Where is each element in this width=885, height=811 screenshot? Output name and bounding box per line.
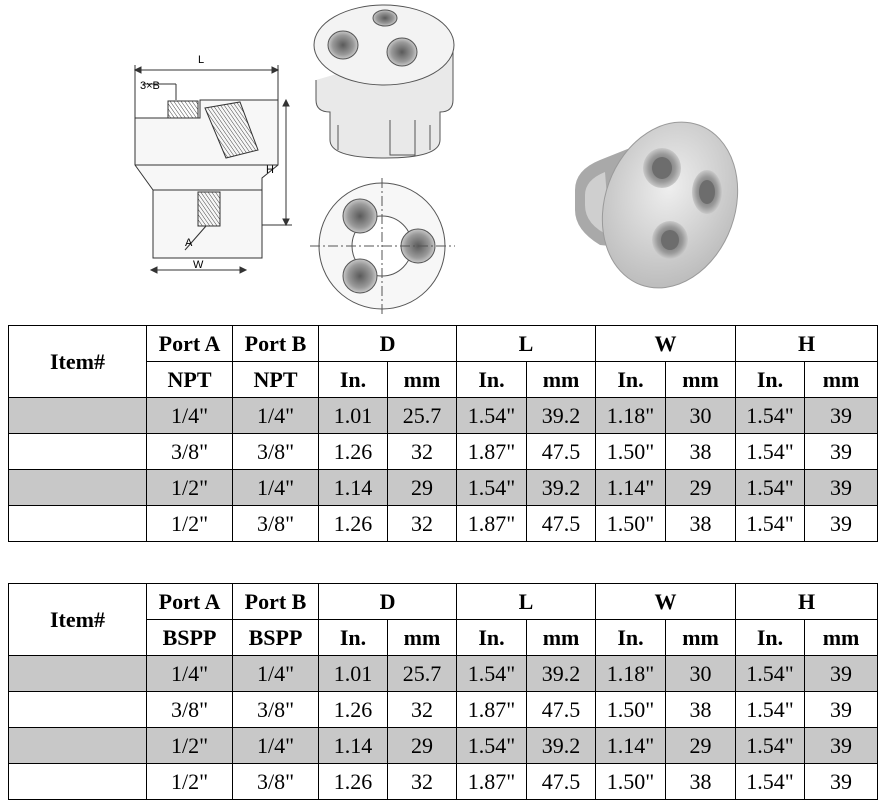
table-cell: 1.54" [736,506,805,542]
dim-label-W: W [193,259,204,271]
group-header-L: L [457,584,596,620]
item-cell [9,764,147,800]
table-cell: 3/8" [233,692,319,728]
table-cell: 25.7 [388,656,457,692]
group-header-D: D [319,584,457,620]
unit-header: In. [457,362,527,398]
group-header-H: H [736,584,878,620]
isometric-line-view [314,5,454,158]
table-cell: 39.2 [527,470,596,506]
table-cell: 1.54" [736,728,805,764]
table-cell: 1.87" [457,506,527,542]
table-cell: 29 [666,470,736,506]
table-cell: 38 [666,434,736,470]
table-row [9,692,878,728]
table-cell: 3/8" [147,692,233,728]
table-cell: 1.87" [457,692,527,728]
table-cell: 30 [666,656,736,692]
table-cell: 39 [805,398,878,434]
table-cell: 1.50" [596,434,666,470]
unit-header: mm [527,620,596,656]
table-cell: 38 [666,506,736,542]
table-cell: 29 [666,728,736,764]
npt-spec-table [8,325,878,542]
item-cell [9,470,147,506]
port-b-thread-type: NPT [233,362,319,398]
table-cell: 1.01 [319,398,388,434]
table-cell: 1.14 [319,728,388,764]
unit-header: In. [457,620,527,656]
unit-header: mm [666,362,736,398]
table-cell: 1/4" [233,656,319,692]
table-cell: 1.54" [736,692,805,728]
table-cell: 39.2 [527,728,596,764]
table-cell: 3/8" [233,434,319,470]
table-cell: 30 [666,398,736,434]
table-cell: 1.50" [596,764,666,800]
table-cell: 1/4" [147,398,233,434]
unit-header: In. [319,362,388,398]
table-row [9,764,878,800]
unit-header: mm [666,620,736,656]
group-header-H: H [736,326,878,362]
unit-header: mm [527,362,596,398]
table-cell: 39.2 [527,656,596,692]
table-cell: 1.54" [457,728,527,764]
table-cell: 1/2" [147,470,233,506]
table-cell: 1.01 [319,656,388,692]
table-cell: 1/4" [147,656,233,692]
port-a-thread-type: NPT [147,362,233,398]
table-cell: 1.54" [736,470,805,506]
table-cell: 3/8" [147,434,233,470]
table-cell: 1.26 [319,692,388,728]
product-photo [575,103,760,307]
table-cell: 1.54" [457,398,527,434]
table-cell: 39 [805,656,878,692]
unit-header: In. [596,620,666,656]
item-cell [9,692,147,728]
table-cell: 39 [805,470,878,506]
port-b-header: Port B [233,584,319,620]
port-a-header: Port A [147,584,233,620]
unit-header: mm [805,362,878,398]
table-cell: 1.54" [457,656,527,692]
table-row [9,470,878,506]
table-cell: 1.18" [596,398,666,434]
table-cell: 1.87" [457,764,527,800]
table-row [9,728,878,764]
port-a-header: Port A [147,326,233,362]
unit-header: mm [388,620,457,656]
table-cell: 1.54" [736,398,805,434]
unit-header: In. [736,620,805,656]
table-cell: 1.14" [596,470,666,506]
table-cell: 32 [388,434,457,470]
table-cell: 39 [805,506,878,542]
table-cell: 1.26 [319,434,388,470]
table-cell: 1.54" [457,470,527,506]
table-cell: 1.26 [319,506,388,542]
table-cell: 1.26 [319,764,388,800]
table-cell: 1/2" [147,506,233,542]
table-cell: 1.50" [596,506,666,542]
dim-label-A: A [185,237,193,249]
table-cell: 1/4" [233,728,319,764]
table-cell: 29 [388,470,457,506]
table-cell: 3/8" [233,764,319,800]
table-cell: 1/2" [147,764,233,800]
table-cell: 47.5 [527,434,596,470]
group-header-W: W [596,584,736,620]
item-cell [9,434,147,470]
item-cell [9,656,147,692]
unit-header: mm [805,620,878,656]
item-header: Item# [9,326,147,398]
table-cell: 32 [388,764,457,800]
unit-header: In. [596,362,666,398]
table-cell: 1.54" [736,434,805,470]
dim-label-L: L [198,54,205,66]
table-cell: 38 [666,692,736,728]
table-cell: 32 [388,506,457,542]
item-cell [9,398,147,434]
bspp-spec-table [8,583,878,800]
group-header-D: D [319,326,457,362]
table-cell: 1/4" [233,470,319,506]
table-cell: 39 [805,728,878,764]
unit-header: In. [319,620,388,656]
table-row [9,506,878,542]
bottom-circle-view [310,178,455,315]
table-cell: 1.54" [736,764,805,800]
port-b-header: Port B [233,326,319,362]
table-cell: 1.50" [596,692,666,728]
port-a-thread-type: BSPP [147,620,233,656]
table-cell: 39.2 [527,398,596,434]
table-cell: 38 [666,764,736,800]
table-cell: 3/8" [233,506,319,542]
table-row [9,434,878,470]
table-cell: 47.5 [527,764,596,800]
table-cell: 1.14 [319,470,388,506]
table-cell: 1.87" [457,434,527,470]
item-cell [9,506,147,542]
table-cell: 47.5 [527,506,596,542]
table-cell: 47.5 [527,692,596,728]
table-cell: 1/2" [147,728,233,764]
dim-label-H: H [266,164,274,176]
item-cell [9,728,147,764]
group-header-W: W [596,326,736,362]
product-figure [0,0,885,322]
unit-header: mm [388,362,457,398]
group-header-L: L [457,326,596,362]
table-cell: 1/4" [233,398,319,434]
table-row [9,398,878,434]
port-b-thread-type: BSPP [233,620,319,656]
table-cell: 1.18" [596,656,666,692]
table-cell: 39 [805,692,878,728]
item-header: Item# [9,584,147,656]
table-row [9,656,878,692]
unit-header: In. [736,362,805,398]
technical-drawing [0,0,885,322]
table-cell: 39 [805,434,878,470]
table-cell: 32 [388,692,457,728]
table-cell: 29 [388,728,457,764]
table-cell: 1.14" [596,728,666,764]
table-cell: 25.7 [388,398,457,434]
table-cell: 1.54" [736,656,805,692]
dim-label-3xB: 3×B [140,80,160,92]
table-cell: 39 [805,764,878,800]
